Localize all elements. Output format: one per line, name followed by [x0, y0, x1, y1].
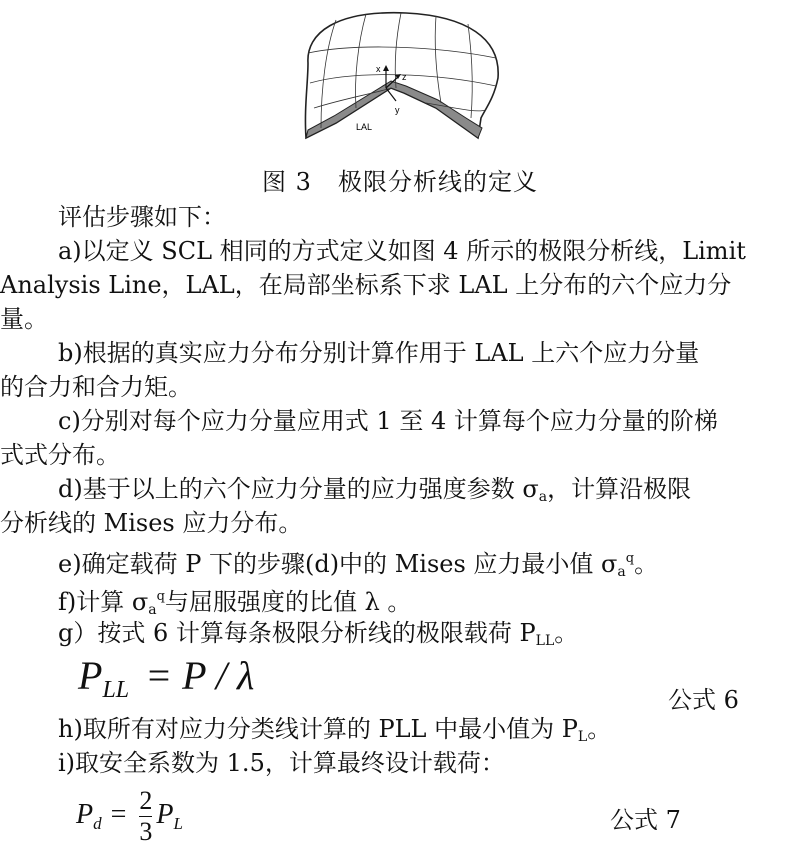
formula-7-lhs-sub: d — [93, 813, 102, 833]
formula-7-rhs: P — [156, 798, 174, 830]
formula-6-label: 公式 6 — [668, 686, 739, 714]
formula-7-numerator: 2 — [139, 786, 153, 815]
figure-caption — [0, 162, 800, 197]
axis-z-label: z — [402, 72, 407, 82]
step-g-post: 。 — [554, 619, 579, 647]
step-e-sub: a — [617, 564, 626, 580]
step-c-line1: c)分别对每个应力分量应用式 1 至 4 计算每个应力分量的阶梯 — [58, 407, 718, 435]
formula-7-denominator: 3 — [139, 817, 153, 846]
step-f-post: 与屈服强度的比值 λ 。 — [164, 588, 412, 616]
step-d-sub: a — [538, 489, 548, 505]
caption-title: 极限分析线的定义 — [337, 168, 538, 196]
formula-6 — [78, 652, 254, 704]
step-f-sup: q — [156, 589, 165, 604]
step-g-sub: LL — [535, 633, 555, 649]
step-g-pre: g）按式 6 计算每条极限分析线的极限载荷 P — [58, 619, 536, 647]
caption-number: 图 3 — [262, 168, 312, 196]
step-e-post: 。 — [634, 550, 659, 578]
formula-7-fraction — [139, 786, 152, 847]
formula-7-label: 公式 7 — [610, 806, 681, 834]
step-d-pre: d)基于以上的六个应力分量的应力强度参数 σ — [58, 475, 539, 503]
formula-7-lhs: P — [76, 798, 94, 830]
lal-label: LAL — [356, 122, 373, 132]
step-i: i)取安全系数为 1.5，计算最终设计载荷： — [58, 749, 505, 777]
formula-6-lhs-sub: LL — [102, 677, 130, 703]
step-e-pre: e)确定载荷 P 下的步骤(d)中的 Mises 应力最小值 σ — [58, 550, 618, 578]
formula-7-eq: = — [110, 798, 127, 830]
step-b-line1: b)根据的真实应力分布分别计算作用于 LAL 上六个应力分量 — [58, 339, 700, 367]
step-h-post: 。 — [587, 715, 612, 743]
formula-6-lhs: P — [78, 653, 103, 698]
step-h-sub: L — [577, 729, 588, 745]
formula-7 — [76, 786, 183, 847]
formula-7-rhs-sub: L — [173, 813, 183, 833]
step-f-pre: f)计算 σ — [58, 588, 149, 616]
step-a-line2: Analysis Line，LAL，在局部坐标系下求 LAL 上分布的六个应力分 — [0, 271, 732, 299]
step-c-line2: 式式分布。 — [0, 441, 120, 469]
intro-text: 评估步骤如下： — [58, 203, 226, 231]
step-b-line2: 的合力和合力矩。 — [0, 373, 192, 401]
step-f-sub: a — [148, 602, 157, 618]
formula-6-rhs: = P / λ — [145, 653, 255, 698]
axis-x-label: x — [376, 64, 381, 74]
step-a-line1: a)以定义 SCL 相同的方式定义如图 4 所示的极限分析线，Limit — [58, 237, 746, 265]
step-e-sup: q — [625, 551, 635, 566]
step-h-pre: h)取所有对应力分类线计算的 PLL 中最小值为 P — [58, 715, 578, 743]
shell-diagram — [296, 8, 506, 143]
step-a-line3: 量。 — [0, 305, 48, 333]
step-d-line2: 分析线的 Mises 应力分布。 — [0, 509, 303, 537]
step-d-post: ，计算沿极限 — [547, 475, 692, 503]
axis-y-label: y — [395, 105, 400, 115]
figure-limit-analysis-line — [296, 8, 506, 143]
